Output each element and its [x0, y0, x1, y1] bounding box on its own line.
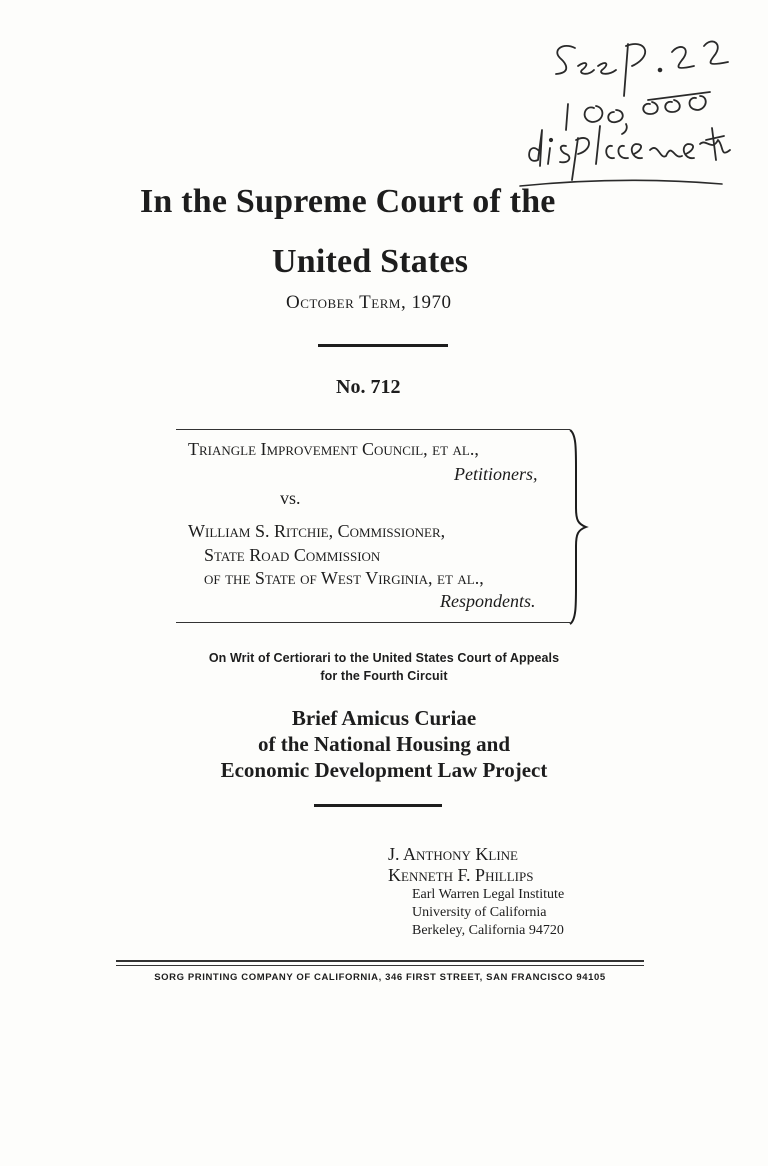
respondent-name-line1: William S. Ritchie, Commissioner, — [188, 521, 446, 541]
writ-line1: On Writ of Certiorari to the United States Court of Appeals — [208, 651, 560, 665]
respondent-name-line2: State Road Commission — [204, 545, 381, 565]
caption-top-rule — [176, 429, 570, 430]
institution-line: Earl Warren Legal Institute — [412, 887, 565, 902]
court-title-line2: United States — [272, 243, 469, 280]
brief-title-line1: Brief Amicus Curiae — [291, 706, 477, 730]
respondent-name-line3: of the State of West Virginia, et al., — [204, 568, 484, 588]
petitioner-role: Petitioners, — [454, 464, 538, 484]
footer-rule — [116, 960, 644, 962]
institution-line: Berkeley, California 94720 — [412, 923, 564, 938]
handwritten-annotation — [0, 0, 768, 200]
respondent-role: Respondents. — [440, 591, 536, 611]
footer-rule — [116, 965, 644, 966]
caption-bottom-rule — [176, 622, 570, 623]
caption-brace — [560, 428, 590, 626]
brief-title-line3: Economic Development Law Project — [220, 758, 548, 782]
docket-number: No. 712 — [336, 376, 401, 398]
divider-rule — [318, 344, 448, 347]
institution-line: University of California — [412, 905, 547, 920]
brief-title-line2: of the National Housing and — [257, 732, 511, 756]
court-title-line1: In the Supreme Court of the — [140, 183, 556, 220]
term-line: October Term, 1970 — [286, 292, 452, 313]
divider-rule — [314, 804, 442, 807]
writ-line2: for the Fourth Circuit — [320, 669, 448, 683]
versus-label: vs. — [280, 488, 301, 508]
author-name: J. Anthony Kline — [388, 844, 518, 864]
author-name: Kenneth F. Phillips — [388, 865, 534, 885]
petitioner-name: Triangle Improvement Council, et al., — [188, 439, 479, 459]
printer-imprint: SORG PRINTING COMPANY OF CALIFORNIA, 346 FIRST STREET, SAN FRANCISCO 94105 — [154, 972, 606, 983]
